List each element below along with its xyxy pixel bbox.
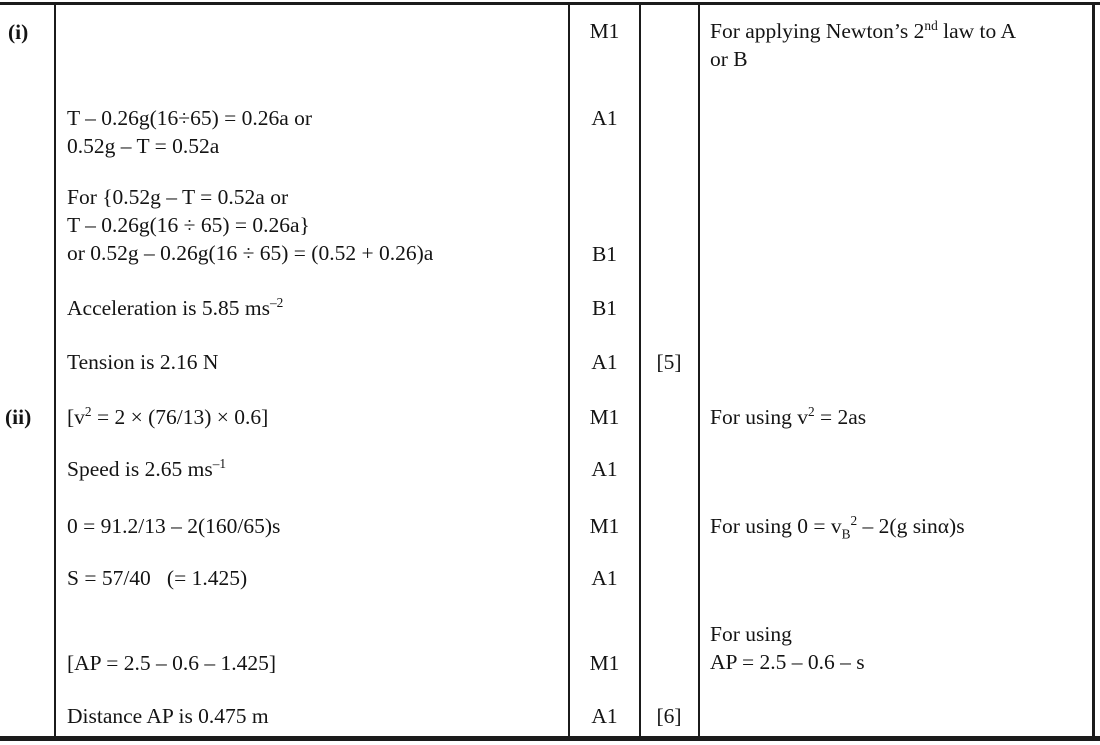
examiner-comment: For using $v^2 = 2as$ [710,403,867,429]
working-text: $[v^2 = 2 \times (76/13) \times 0.6]$ [67,403,269,429]
working-text: T – 0.26g(16÷65) = 0.26a or 0.52g – T = 0.52a [67,106,313,158]
working-text: Tension is 2.16 N [67,350,219,374]
working-text: Distance AP is 0.475 m [67,704,269,728]
examiner-comment: For applying Newton’s 2nd law to A or B [710,17,1016,71]
mark-code: A1 [591,457,618,481]
mark-code: A1 [591,704,618,728]
mark-code: M1 [589,651,620,675]
working-text: [AP = 2.5 – 0.6 – 1.425] [67,651,277,675]
examiner-comment: For using AP = 2.5 – 0.6 – s [710,622,865,674]
mark-code: A1 [591,566,618,590]
mark-code: M1 [589,405,620,429]
total-marks: [6] [656,704,682,728]
working-text: Speed is 2.65 $ms^{-1}$ [67,455,227,481]
mark-code: B1 [591,242,618,266]
table-border-right [1092,2,1095,741]
mark-code: A1 [591,106,618,130]
working-text: 0 = 91.2/13 – 2(160/65)s [67,514,281,538]
part-label-i: (i) [8,20,29,44]
table-border-top [0,2,1100,5]
total-marks: [5] [656,350,682,374]
mark-code: A1 [591,350,618,374]
mark-code: M1 [589,19,620,43]
examiner-comment: For using $0 = v_B^2 - 2(g$ sinα)s [710,512,965,542]
part-label-ii: (ii) [5,405,32,429]
working-text: For {0.52g – T = 0.52a or T – 0.26g(16 ÷ 65) = 0.26a} or 0.52g – 0.26g(16 ÷ 65) = (0.52 + 0.26)a [67,185,434,265]
mark-code: B1 [591,296,618,320]
working-text: Acceleration is 5.85 $ms^{-2}$ [67,294,284,320]
table-border-bottom [0,736,1100,741]
working-text: S = 57/40 (= 1.425) [67,566,248,590]
mark-code: M1 [589,514,620,538]
table-rule-part-working [54,2,56,741]
table-rule-total-comment [698,2,700,741]
